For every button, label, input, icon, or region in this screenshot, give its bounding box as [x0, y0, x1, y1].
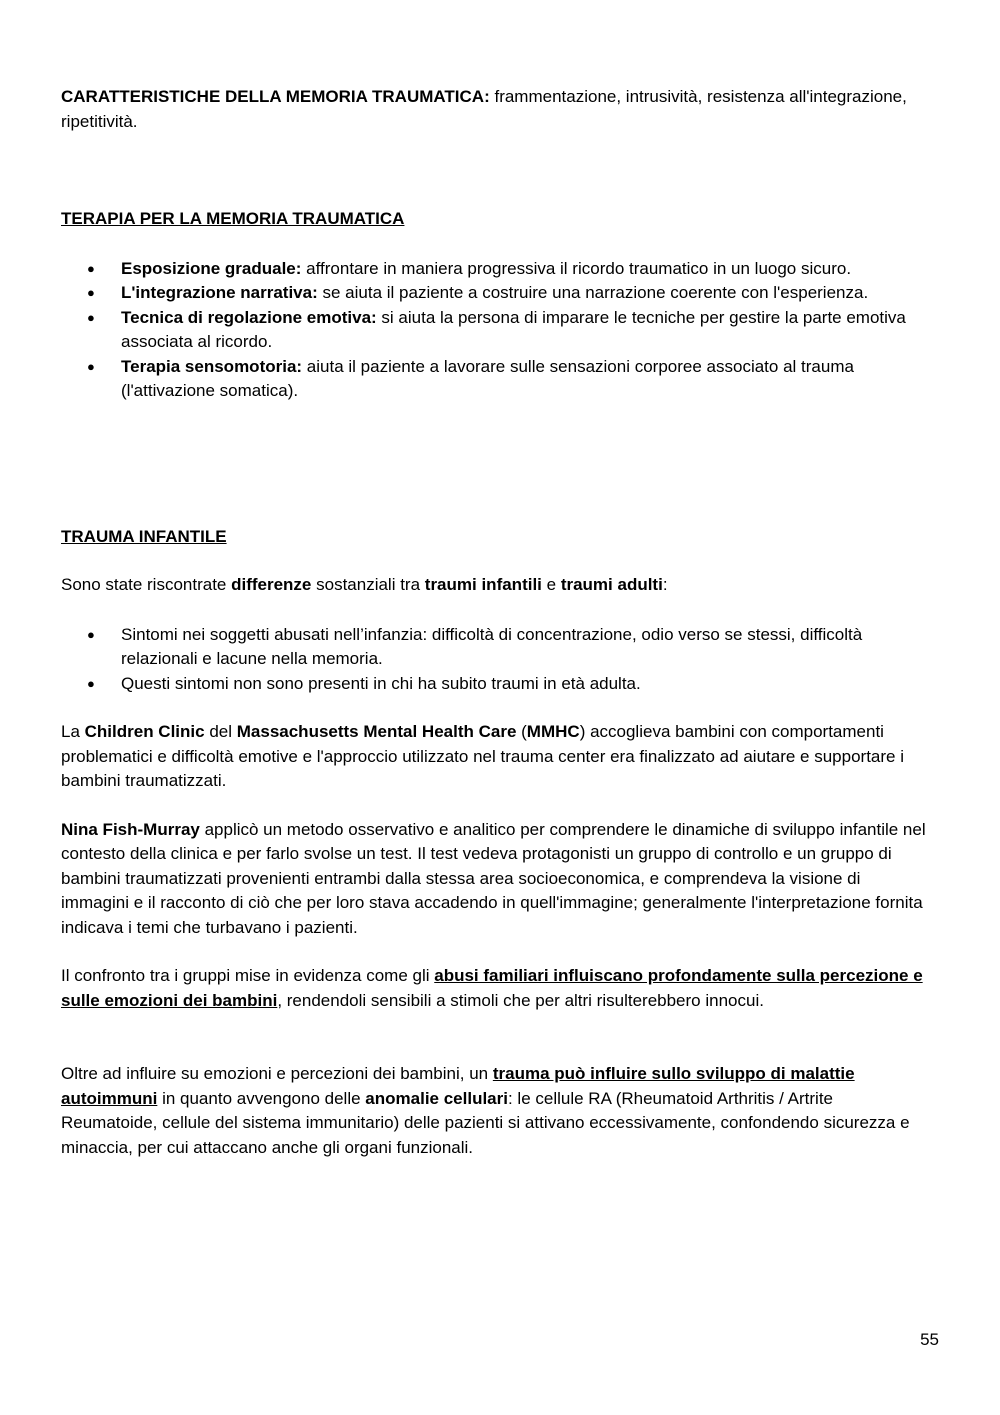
list-item: ● Sintomi nei soggetti abusati nell’infanzia: difficoltà di concentrazione, odio verso se stessi, difficoltà relazionali e lacune nella memoria.	[61, 623, 931, 672]
text-run: : le cellule RA (Rheumatoid Arthritis / Artrite Reumatoide, cellule del sistema immunitario) delle pazienti si attivano eccessivamente, confondendo sicurezza e minaccia, per cui attaccano anche gli organi funzionali.	[61, 1088, 910, 1157]
text-run: ) accoglieva bambini con comportamenti problematici e difficoltà emotive e l'approccio utilizzato nel trauma center era finalizzato ad aiutare e supportare i bambini traumatizzati.	[61, 722, 904, 790]
bold-run: Massachusetts Mental Health Care	[236, 722, 517, 741]
memory-characteristics-text: frammentazione, intrusività, resistenza all'integrazione, ripetitività.	[61, 87, 907, 131]
underlined-bold-run: abusi familiari influiscano profondamente sulla percezione e sulle emozioni dei bambini	[61, 966, 923, 1010]
list-item: ● Questi sintomi non sono presenti in chi ha subito traumi in età adulta.	[61, 672, 931, 697]
text-run: in quanto avvengono delle	[157, 1088, 366, 1108]
list-item	[61, 281, 931, 306]
text-run: e	[541, 575, 561, 594]
list-item-text: si aiuta la persona di imparare le tecniche per gestire la parte emotiva associata al ricordo.	[121, 307, 906, 351]
differences-paragraph	[61, 573, 931, 598]
text-run: :	[662, 575, 668, 594]
page-number: 55	[920, 1330, 939, 1349]
list-item	[61, 306, 931, 355]
bold-run: traumi infantili	[424, 575, 542, 594]
therapy-list	[61, 257, 931, 404]
text-run: (	[516, 722, 527, 741]
text-run: applicò un metodo osservativo e analitico per comprendere le dinamiche di sviluppo infantile nel contesto della clinica e per farlo svolse un test. Il test vedeva protagonisti un gruppo di controllo e un gruppo di bambini traumatizzati provenienti entrambi dalla stessa area socioeconomica, e comprendeva la visione di immagini e il racconto di ciò che per loro stava accadendo in quell'immagine; generalmente l'interpretazione fornita indicava i temi che turbavano i pazienti.	[61, 819, 926, 937]
bold-run: Children Clinic	[84, 722, 205, 741]
memory-characteristics-heading: CARATTERISTICHE DELLA MEMORIA TRAUMATICA:	[61, 87, 490, 106]
text-run: , rendendoli sensibili a stimoli che per altri risulterebbero innocui.	[277, 990, 764, 1010]
therapy-heading: TERAPIA PER LA MEMORIA TRAUMATICA	[61, 209, 405, 228]
list-item-term: Tecnica di regolazione emotiva:	[121, 307, 377, 327]
autoimmune-paragraph	[61, 1062, 931, 1160]
list-item	[61, 355, 931, 404]
childhood-trauma-heading: TRAUMA INFANTILE	[61, 526, 227, 546]
underlined-bold-run: trauma può influire sullo sviluppo di malattie autoimmuni	[61, 1064, 855, 1108]
bold-run: differenze	[231, 575, 312, 594]
document-page	[61, 85, 931, 1160]
list-item-text: se aiuta il paziente a costruire una narrazione coerente con l'esperienza.	[317, 283, 869, 302]
clinic-paragraph	[61, 720, 931, 794]
text-run: Sono state riscontrate	[61, 575, 232, 594]
bold-run: MMHC	[526, 722, 580, 741]
text-run: Oltre ad influire su emozioni e percezioni dei bambini, un	[61, 1064, 493, 1083]
list-item-text: affrontare in maniera progressiva il ricordo traumatico in un luogo sicuro.	[301, 258, 852, 278]
list-item-term: Terapia sensomotoria:	[121, 356, 303, 376]
symptoms-list	[61, 623, 931, 697]
text-run: La	[61, 722, 85, 741]
text-run: Il confronto tra i gruppi mise in evidenza come gli	[61, 966, 435, 985]
text-run: del	[204, 722, 237, 741]
bold-run: anomalie cellulari	[365, 1088, 508, 1108]
bold-run: Nina Fish-Murray	[61, 819, 200, 839]
memory-characteristics-paragraph	[61, 85, 931, 134]
comparison-paragraph	[61, 964, 931, 1013]
text-run: sostanziali tra	[311, 575, 425, 594]
list-item-text: aiuta il paziente a lavorare sulle sensazioni corporee associato al trauma (l'attivazione somatica).	[121, 356, 854, 400]
bold-run: traumi adulti	[560, 575, 663, 594]
list-item-term: L'integrazione narrativa:	[121, 283, 318, 302]
nina-paragraph	[61, 818, 931, 941]
list-item	[61, 257, 931, 282]
list-item-term: Esposizione graduale:	[121, 258, 302, 278]
